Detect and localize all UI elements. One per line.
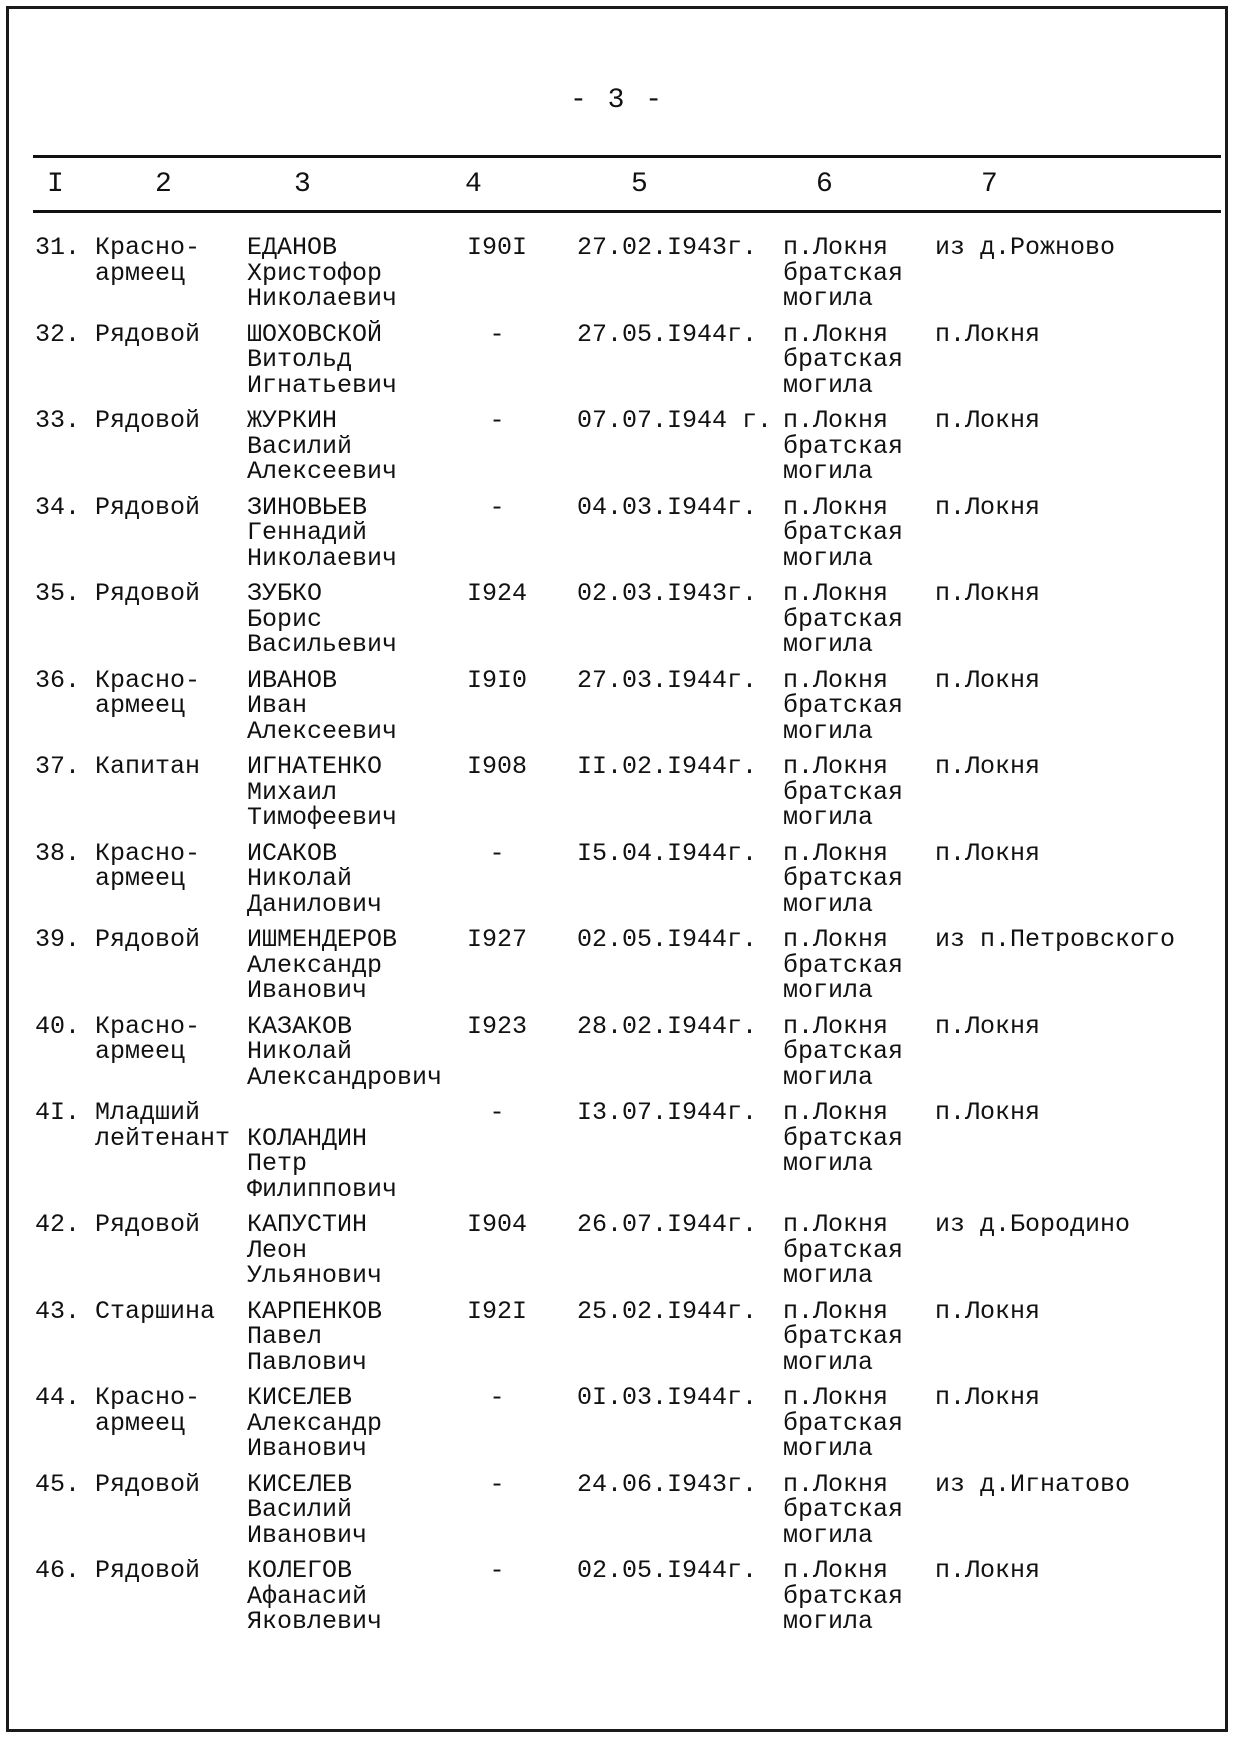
record-burial-place: [783, 408, 923, 485]
record-name-line: Иван: [247, 691, 308, 720]
record-name-line: ЗУБКО: [247, 579, 323, 608]
record-number: 35.: [35, 579, 81, 608]
record-rank-line: Рядовой: [95, 1210, 201, 1239]
record-name-line: Ульянович: [247, 1261, 383, 1290]
record-death-date: 02.05.I944г.: [577, 1556, 758, 1585]
record-burial-place-line: братская: [783, 777, 904, 807]
record-burial-place-line: п.Локня: [783, 579, 889, 608]
record-burial-place-line: п.Локня: [783, 1011, 889, 1041]
record-name-line: КАПУСТИН: [247, 1210, 368, 1239]
record-number: 34.: [35, 492, 81, 522]
record-rank-line: Рядовой: [95, 406, 201, 435]
record-name-line: ЕДАНОВ: [247, 233, 338, 262]
record-name-line: Иванович: [247, 976, 368, 1005]
record-burial-place-line: братская: [783, 345, 904, 374]
record-burial-place-line: братская: [783, 950, 904, 980]
record-birth-year: -: [489, 1469, 505, 1499]
record-birth-year: -: [489, 319, 505, 349]
record-burial-place-line: могила: [783, 803, 874, 832]
record-number: 31.: [35, 233, 81, 262]
record-name-line: ШОХОВСКОЙ: [247, 319, 383, 349]
record-burial-place-line: могила: [783, 630, 874, 659]
record-name-line: КОЛАНДИН: [247, 1123, 368, 1153]
record-burial-place: [783, 1212, 923, 1289]
record-burial-place: [783, 1385, 923, 1462]
record-number: 36.: [35, 665, 81, 695]
record-birth-year: I90I: [466, 233, 527, 262]
record-name: [247, 665, 457, 746]
record-origin: п.Локня: [935, 579, 1041, 608]
record-burial-place-line: могила: [783, 1261, 874, 1290]
record-name: [247, 1385, 457, 1462]
records-list: [9, 235, 1225, 1645]
record-name-line: Борис: [247, 604, 323, 634]
column-header-row: [9, 169, 1225, 203]
record-rank: [95, 927, 245, 953]
record-birth-year: -: [489, 492, 505, 522]
record-rank: [95, 838, 245, 893]
record-death-date: 04.03.I944г.: [577, 492, 758, 522]
record-birth-year: I908: [466, 752, 527, 781]
record-name-line: Николаевич: [247, 284, 398, 313]
record-row: [9, 581, 1225, 668]
column-header-3: 3: [294, 169, 311, 200]
record-origin: из д.Бородино: [935, 1210, 1131, 1239]
record-burial-place: [783, 581, 923, 658]
record-burial-place-line: братская: [783, 1495, 904, 1524]
record-burial-place-line: могила: [783, 457, 874, 486]
record-burial-place-line: п.Локня: [783, 1383, 889, 1412]
record-name-line: Васильевич: [247, 630, 398, 659]
header-rule-bottom: [33, 210, 1221, 213]
record-rank-line: Красно-: [95, 838, 201, 868]
record-rank-line: Рядовой: [95, 925, 201, 954]
column-header-6: 6: [816, 169, 833, 200]
record-name: [247, 1011, 457, 1092]
record-burial-place-line: п.Локня: [783, 925, 889, 954]
record-birth-year: I9I0: [466, 665, 527, 695]
record-burial-place-line: п.Локня: [783, 1210, 889, 1239]
record-number: 33.: [35, 406, 81, 435]
page-number: - 3 -: [569, 85, 664, 116]
record-name-line: Христофор: [247, 258, 383, 288]
record-burial-place-line: могила: [783, 543, 874, 573]
record-rank: [95, 1558, 245, 1584]
record-row: [9, 1296, 1225, 1386]
record-burial-place-line: братская: [783, 1123, 904, 1153]
record-name-line: ИГНАТЕНКО: [247, 752, 383, 781]
record-burial-place-line: могила: [783, 1520, 874, 1550]
record-birth-year: -: [489, 406, 505, 435]
record-burial-place-line: п.Локня: [783, 492, 889, 522]
record-name-line: Алексеевич: [247, 716, 398, 746]
record-name-line: Михаил: [247, 777, 338, 807]
record-birth-year: -: [489, 1098, 505, 1127]
record-burial-place-line: братская: [783, 1037, 904, 1066]
record-burial-place-line: п.Локня: [783, 665, 889, 695]
record-origin: п.Локня: [935, 1383, 1041, 1412]
record-rank-line: армеец: [95, 864, 186, 893]
record-burial-place: [783, 235, 923, 312]
record-origin: из д.Игнатово: [935, 1469, 1131, 1499]
record-number: 45.: [35, 1469, 81, 1499]
record-name-line: Павлович: [247, 1347, 368, 1377]
record-name: [247, 838, 457, 919]
record-row: [9, 1011, 1225, 1101]
record-rank-line: армеец: [95, 1037, 186, 1066]
record-burial-place-line: п.Локня: [783, 406, 889, 435]
record-burial-place-line: братская: [783, 1322, 904, 1351]
column-header-7: 7: [981, 169, 998, 200]
record-rank: [95, 319, 245, 349]
record-burial-place-line: братская: [783, 1235, 904, 1265]
record-rank-line: Рядовой: [95, 579, 201, 608]
record-birth-year: I92I: [466, 1296, 527, 1326]
record-burial-place-line: братская: [783, 1408, 904, 1438]
record-rank-line: Рядовой: [95, 1556, 201, 1585]
record-burial-place-line: могила: [783, 1607, 874, 1636]
record-origin: п.Локня: [935, 406, 1041, 435]
record-burial-place-line: могила: [783, 1434, 874, 1463]
record-name-line: Геннадий: [247, 518, 368, 547]
record-rank-line: Красно-: [95, 1011, 201, 1041]
record-name-line: ЖУРКИН: [247, 406, 338, 435]
record-row: [9, 492, 1225, 582]
record-name: [247, 754, 457, 831]
record-row: [9, 838, 1225, 928]
record-burial-place: [783, 927, 923, 1004]
record-name-line: ИШМЕНДЕРОВ: [247, 925, 398, 954]
record-origin: п.Локня: [935, 752, 1041, 781]
record-burial-place-line: могила: [783, 284, 874, 313]
record-origin: п.Локня: [935, 492, 1041, 522]
record-death-date: 28.02.I944г.: [577, 1011, 758, 1041]
record-burial-place-line: п.Локня: [783, 1098, 889, 1127]
record-rank: [95, 665, 245, 720]
record-rank: [95, 408, 245, 434]
record-burial-place-line: могила: [783, 1062, 874, 1092]
record-name-line: Тимофеевич: [247, 803, 398, 832]
record-name: [247, 1469, 457, 1550]
record-name-line: КАЗАКОВ: [247, 1011, 353, 1041]
record-number: 37.: [35, 752, 81, 781]
record-burial-place-line: братская: [783, 1581, 904, 1611]
column-header-2: 2: [155, 169, 172, 200]
record-rank: [95, 1011, 245, 1066]
record-name: [247, 581, 457, 658]
record-rank-line: Красно-: [95, 1383, 201, 1412]
record-death-date: 07.07.I944 г.: [577, 406, 773, 435]
record-name-line: КОЛЕГОВ: [247, 1556, 353, 1585]
record-name-line: Николаевич: [247, 543, 398, 573]
record-burial-place-line: братская: [783, 864, 904, 893]
record-name-line: Иванович: [247, 1520, 368, 1550]
record-burial-place: [783, 492, 923, 573]
record-burial-place-line: могила: [783, 370, 874, 400]
record-number: 46.: [35, 1556, 81, 1585]
record-name-line: ЗИНОВЬЕВ: [247, 492, 368, 522]
record-name-line: КИСЕЛЕВ: [247, 1383, 353, 1412]
record-name-line: КАРПЕНКОВ: [247, 1296, 383, 1326]
record-burial-place-line: могила: [783, 889, 874, 919]
column-header-1: I: [47, 169, 64, 200]
record-burial-place-line: п.Локня: [783, 1556, 889, 1585]
record-name-line: Филиппович: [247, 1174, 398, 1204]
record-name-line: Александр: [247, 1408, 383, 1438]
record-row: [9, 1469, 1225, 1559]
record-death-date: 26.07.I944г.: [577, 1210, 758, 1239]
record-name-line: Александр: [247, 950, 383, 980]
record-death-date: 0I.03.I944г.: [577, 1383, 758, 1412]
record-rank-line: армеец: [95, 258, 186, 288]
record-name: [247, 1558, 457, 1635]
record-burial-place-line: п.Локня: [783, 1469, 889, 1499]
record-burial-place-line: п.Локня: [783, 319, 889, 349]
record-name-line: Павел: [247, 1322, 323, 1351]
record-birth-year: I927: [466, 925, 527, 954]
record-number: 44.: [35, 1383, 81, 1412]
record-number: 43.: [35, 1296, 81, 1326]
record-death-date: 02.03.I943г.: [577, 579, 758, 608]
record-rank: [95, 754, 245, 780]
record-name: [247, 1100, 457, 1202]
record-origin: п.Локня: [935, 319, 1041, 349]
record-rank: [95, 581, 245, 607]
record-origin: п.Локня: [935, 665, 1041, 695]
record-rank: [95, 235, 245, 286]
record-birth-year: I924: [466, 579, 527, 608]
record-name-line: Алексеевич: [247, 457, 398, 486]
record-name-line: [247, 1100, 457, 1126]
record-name-line: Яковлевич: [247, 1607, 383, 1636]
record-name: [247, 492, 457, 573]
record-rank-line: армеец: [95, 691, 186, 720]
record-name: [247, 1212, 457, 1289]
record-row: [9, 235, 1225, 322]
record-name-line: Василий: [247, 1495, 353, 1524]
record-rank-line: Красно-: [95, 233, 201, 262]
record-name: [247, 1296, 457, 1377]
record-burial-place-line: могила: [783, 1149, 874, 1178]
record-name: [247, 927, 457, 1004]
record-death-date: 27.05.I944г.: [577, 319, 758, 349]
record-origin: п.Локня: [935, 1098, 1041, 1127]
record-name-line: Василий: [247, 431, 353, 461]
record-name-line: Иванович: [247, 1434, 368, 1463]
record-origin: п.Локня: [935, 1296, 1041, 1326]
record-rank: [95, 492, 245, 522]
record-number: 42.: [35, 1210, 81, 1239]
record-name-line: Игнатьевич: [247, 370, 398, 400]
record-number: 39.: [35, 925, 81, 954]
record-origin: п.Локня: [935, 1556, 1041, 1585]
record-rank-line: Капитан: [95, 752, 201, 781]
record-death-date: 27.03.I944г.: [577, 665, 758, 695]
record-rank-line: лейтенант: [95, 1123, 231, 1153]
record-row: [9, 665, 1225, 755]
record-name-line: Николай: [247, 1037, 353, 1066]
record-name-line: Леон: [247, 1235, 308, 1265]
record-death-date: II.02.I944г.: [577, 752, 758, 781]
record-burial-place-line: п.Локня: [783, 752, 889, 781]
record-row: [9, 1100, 1225, 1212]
record-number: 38.: [35, 838, 81, 868]
record-rank-line: Красно-: [95, 665, 201, 695]
record-birth-year: -: [489, 1383, 505, 1412]
record-name-line: Николай: [247, 864, 353, 893]
record-row: [9, 1385, 1225, 1472]
record-burial-place-line: п.Локня: [783, 233, 889, 262]
record-burial-place-line: братская: [783, 518, 904, 547]
record-rank: [95, 1100, 245, 1151]
record-burial-place: [783, 1100, 923, 1177]
record-birth-year: -: [489, 838, 505, 868]
record-origin: п.Локня: [935, 838, 1041, 868]
record-rank: [95, 1469, 245, 1499]
record-burial-place-line: братская: [783, 431, 904, 461]
column-header-5: 5: [631, 169, 648, 200]
record-burial-place: [783, 665, 923, 746]
record-row: [9, 408, 1225, 495]
record-burial-place: [783, 1296, 923, 1377]
record-burial-place-line: могила: [783, 716, 874, 746]
record-death-date: 24.06.I943г.: [577, 1469, 758, 1499]
record-death-date: 27.02.I943г.: [577, 233, 758, 262]
record-name: [247, 408, 457, 485]
record-row: [9, 319, 1225, 409]
record-death-date: 02.05.I944г.: [577, 925, 758, 954]
record-name: [247, 235, 457, 312]
record-name-line: Витольд: [247, 345, 353, 374]
record-rank-line: Младший: [95, 1098, 201, 1127]
record-birth-year: -: [489, 1556, 505, 1585]
record-name-line: Афанасий: [247, 1581, 368, 1611]
record-rank-line: Рядовой: [95, 1469, 201, 1499]
record-birth-year: I904: [466, 1210, 527, 1239]
record-death-date: 25.02.I944г.: [577, 1296, 758, 1326]
record-number: 32.: [35, 319, 81, 349]
record-rank-line: армеец: [95, 1408, 186, 1438]
record-burial-place: [783, 1011, 923, 1092]
record-row: [9, 1558, 1225, 1645]
record-name-line: Петр: [247, 1149, 308, 1178]
record-rank-line: Старшина: [95, 1296, 216, 1326]
record-name-line: КИСЕЛЕВ: [247, 1469, 353, 1499]
record-burial-place: [783, 754, 923, 831]
record-rank: [95, 1296, 245, 1326]
record-rank: [95, 1385, 245, 1436]
record-rank-line: Рядовой: [95, 319, 201, 349]
record-name: [247, 319, 457, 400]
record-burial-place-line: братская: [783, 258, 904, 288]
record-origin: из п.Петровского: [935, 925, 1176, 954]
record-burial-place-line: могила: [783, 976, 874, 1005]
record-death-date: I3.07.I944г.: [577, 1098, 758, 1127]
record-burial-place-line: братская: [783, 604, 904, 634]
column-header-4: 4: [465, 169, 482, 200]
record-burial-place: [783, 838, 923, 919]
record-row: [9, 754, 1225, 841]
record-name-line: Александрович: [247, 1062, 443, 1092]
record-number: 4I.: [35, 1098, 81, 1127]
record-burial-place: [783, 319, 923, 400]
header-rule-top: [33, 155, 1221, 158]
record-birth-year: I923: [466, 1011, 527, 1041]
record-rank-line: Рядовой: [95, 492, 201, 522]
record-origin: п.Локня: [935, 1011, 1041, 1041]
record-row: [9, 1212, 1225, 1299]
document-page: [6, 6, 1228, 1732]
record-burial-place-line: п.Локня: [783, 1296, 889, 1326]
record-name-line: Данилович: [247, 889, 383, 919]
record-burial-place-line: п.Локня: [783, 838, 889, 868]
record-rank: [95, 1212, 245, 1238]
record-row: [9, 927, 1225, 1014]
record-name-line: ИСАКОВ: [247, 838, 338, 868]
record-name-line: ИВАНОВ: [247, 665, 338, 695]
record-burial-place: [783, 1469, 923, 1550]
record-burial-place-line: могила: [783, 1347, 874, 1377]
record-number: 40.: [35, 1011, 81, 1041]
record-burial-place-line: братская: [783, 691, 904, 720]
record-death-date: I5.04.I944г.: [577, 838, 758, 868]
record-burial-place: [783, 1558, 923, 1635]
record-origin: из д.Рожново: [935, 233, 1116, 262]
